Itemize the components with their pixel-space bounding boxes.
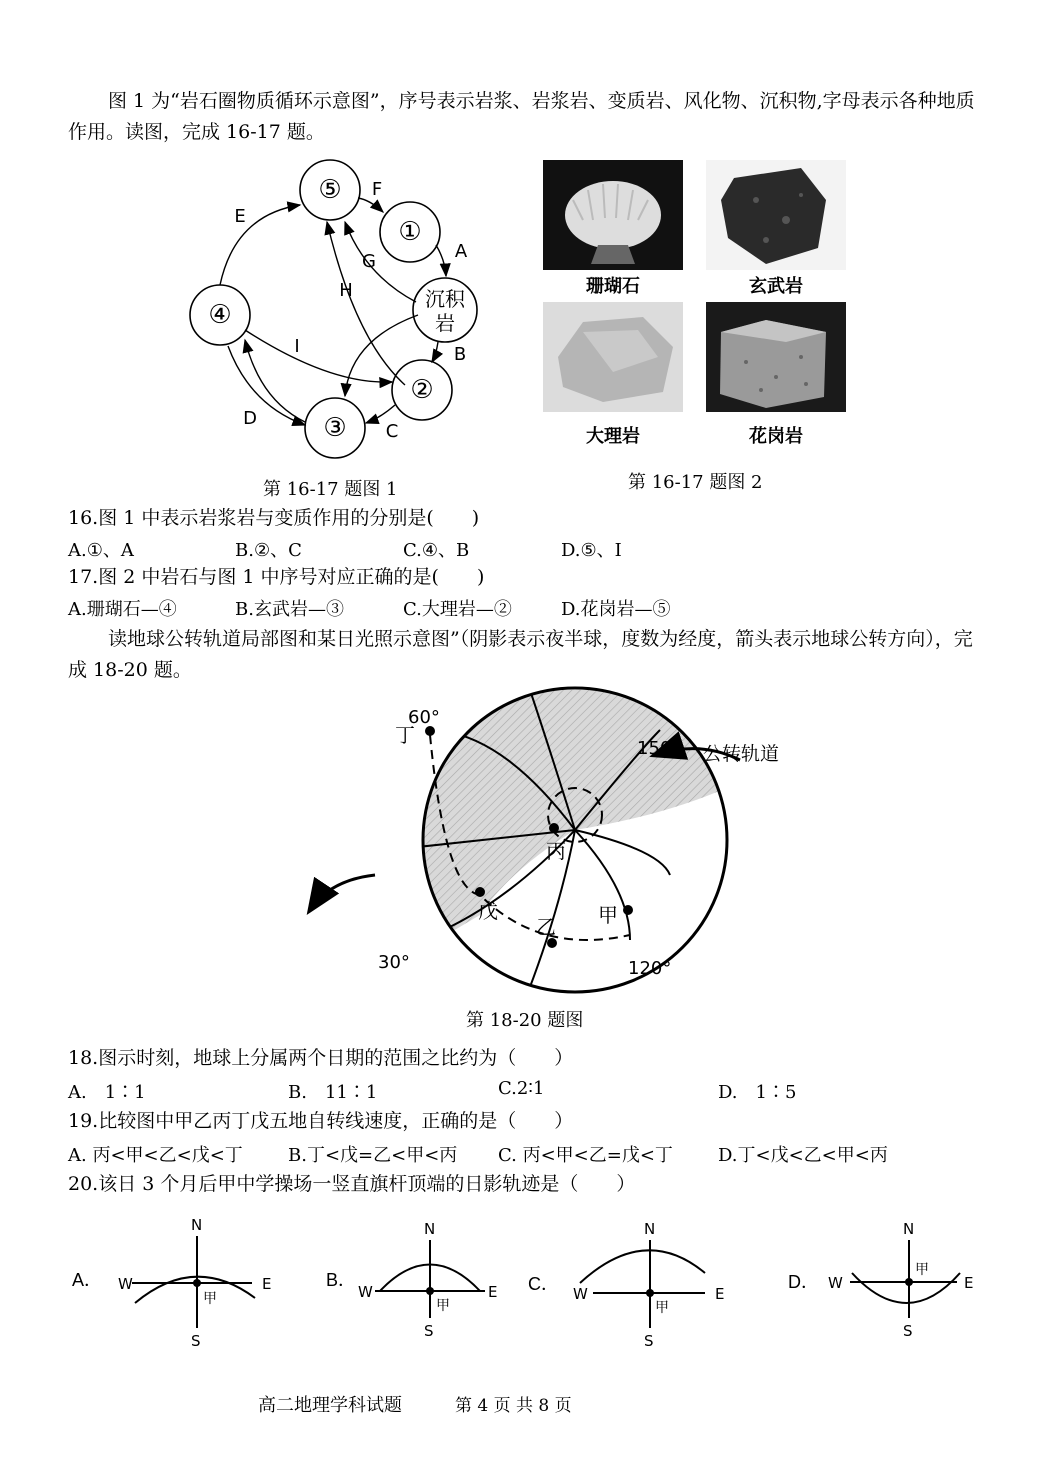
rock-label-coral: 珊瑚石 (586, 276, 640, 297)
basalt-photo (706, 160, 846, 270)
rock-label-granite: 花岗岩 (749, 426, 803, 447)
q17-option-d[interactable]: D.花岗岩—⑤ (561, 599, 671, 620)
question-16-stem: 16.图 1 中表示岩浆岩与变质作用的分别是( ) (68, 507, 480, 529)
question-19-stem: 19.比较图中甲乙丙丁戊五地自转线速度，正确的是（ ） (68, 1110, 574, 1132)
label-bing: 丙 (546, 839, 566, 863)
intro-paragraph-1: 图 1 为“岩石圈物质循环示意图”，序号表示岩浆、岩浆岩、变质岩、风化物、沉积物,字母表示各种地质作用。读图，完成 16-17 题。 (68, 90, 975, 143)
sedimentary-label-2: 岩 (435, 311, 455, 335)
process-C: C (385, 421, 399, 442)
coral-stone-photo (543, 160, 683, 270)
intro-paragraph-2: 读地球公转轨道局部图和某日光照示意图”（阴影表示夜半球，度数为经度，箭头表示地球公转方向），完成 18-20 题。 (68, 628, 973, 681)
svg-text:W: W (118, 1275, 133, 1293)
svg-text:N: N (424, 1220, 436, 1238)
label-jia: 甲 (598, 903, 618, 927)
q16-option-a[interactable]: A.①、A (68, 540, 134, 561)
longitude-30: 30° (378, 952, 410, 973)
sedimentary-label-1: 沉积 (425, 287, 465, 311)
rock-cycle-diagram (180, 160, 500, 460)
q17-option-a[interactable]: A.珊瑚石—④ (68, 599, 177, 620)
footer-subject: 高二地理学科试题 (258, 1395, 402, 1416)
q20-option-b-diagram[interactable] (350, 1218, 510, 1348)
q18-option-a[interactable]: A. 1∶1 (68, 1082, 146, 1103)
label-yi: 乙 (536, 915, 556, 939)
node-5-label: ⑤ (318, 175, 342, 205)
svg-text:E: E (964, 1274, 974, 1292)
figure-3-caption: 第 18-20 题图 (466, 1010, 584, 1031)
label-ding: 丁 (395, 723, 415, 747)
svg-text:S: S (644, 1332, 654, 1350)
marble-photo (543, 302, 683, 412)
figure-2-caption: 第 16-17 题图 2 (628, 472, 763, 493)
q20-option-a-label[interactable]: A． (72, 1270, 103, 1290)
node-1-label: ① (398, 217, 422, 247)
orbit-label: 公转轨道 (703, 743, 780, 765)
q19-option-d[interactable]: D.丁<戊<乙<甲<丙 (718, 1145, 888, 1166)
q20-option-d-diagram[interactable] (822, 1218, 982, 1348)
longitude-150: 150° (637, 738, 681, 759)
point-wu (475, 887, 485, 897)
svg-text:S: S (191, 1332, 201, 1350)
node-4-label: ④ (208, 300, 232, 330)
q16-option-c[interactable]: C.④、B (403, 540, 470, 561)
svg-text:S: S (903, 1322, 913, 1340)
svg-text:W: W (573, 1285, 588, 1303)
question-17-stem: 17.图 2 中岩石与图 1 中序号对应正确的是( ) (68, 566, 485, 588)
rock-label-marble: 大理岩 (586, 426, 640, 447)
earth-illumination-diagram (300, 690, 780, 1010)
point-bing (549, 823, 559, 833)
q18-option-c[interactable]: C.2∶1 (498, 1078, 545, 1099)
svg-text:E: E (262, 1275, 272, 1293)
q17-option-b[interactable]: B.玄武岩—③ (235, 599, 344, 620)
figure-1-caption: 第 16-17 题图 1 (263, 479, 398, 500)
process-F: F (371, 179, 383, 200)
process-H: H (339, 280, 353, 301)
q20-option-c-diagram[interactable] (565, 1218, 735, 1348)
q18-option-b[interactable]: B. 11∶1 (288, 1082, 378, 1103)
svg-text:S: S (424, 1322, 434, 1340)
q16-option-d[interactable]: D.⑤、I (561, 540, 622, 561)
process-G: G (362, 251, 376, 272)
node-3-label: ③ (323, 413, 347, 443)
svg-text:W: W (358, 1283, 373, 1301)
svg-text:E: E (715, 1285, 725, 1303)
longitude-60: 60° (408, 707, 440, 728)
question-18-stem: 18.图示时刻，地球上分属两个日期的范围之比约为（ ） (68, 1047, 574, 1069)
process-E: E (234, 206, 246, 227)
q18-option-d[interactable]: D. 1∶5 (718, 1082, 797, 1103)
q20-option-c-label[interactable]: C． (528, 1274, 559, 1294)
point-jia (623, 905, 633, 915)
svg-text:N: N (191, 1216, 203, 1234)
process-I: I (294, 336, 300, 357)
svg-text:甲: 甲 (436, 1298, 450, 1314)
q20-option-b-label[interactable]: B． (326, 1270, 357, 1290)
svg-text:甲: 甲 (915, 1262, 929, 1278)
point-yi (547, 938, 557, 948)
svg-text:E: E (488, 1283, 498, 1301)
granite-photo (706, 302, 846, 412)
q19-option-c[interactable]: C. 丙<甲<乙=戊<丁 (498, 1145, 673, 1166)
footer-page-number: 第 4 页 共 8 页 (455, 1396, 572, 1416)
q19-option-b[interactable]: B.丁<戊=乙<甲<丙 (288, 1145, 458, 1166)
q17-option-c[interactable]: C.大理岩—② (403, 599, 512, 620)
svg-text:N: N (644, 1220, 656, 1238)
longitude-120: 120° (628, 958, 672, 979)
q20-option-a-diagram[interactable] (110, 1218, 280, 1348)
svg-text:甲: 甲 (655, 1300, 669, 1316)
q16-option-b[interactable]: B.②、C (235, 540, 302, 561)
question-20-stem: 20.该日 3 个月后甲中学操场一竖直旗杆顶端的日影轨迹是（ ） (68, 1173, 636, 1195)
process-D: D (243, 408, 257, 429)
svg-text:W: W (828, 1274, 843, 1292)
label-wu: 戊 (478, 899, 498, 923)
q20-option-d-label[interactable]: D． (788, 1272, 819, 1292)
process-B: B (453, 344, 467, 365)
q19-option-a[interactable]: A. 丙<甲<乙<戊<丁 (68, 1145, 243, 1166)
svg-text:N: N (903, 1220, 915, 1238)
rock-label-basalt: 玄武岩 (749, 276, 803, 297)
node-2-label: ② (410, 375, 434, 405)
process-A: A (454, 241, 468, 262)
svg-text:甲: 甲 (203, 1291, 217, 1307)
